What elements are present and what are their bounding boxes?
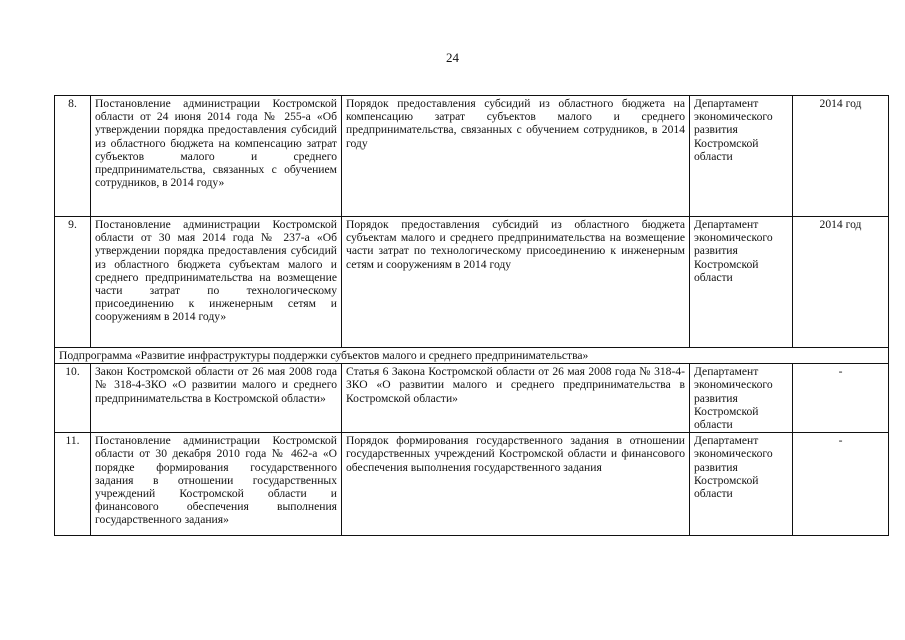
program-cell: Порядок формирования государственного задания в отношении государственных учреждений Костромской области и финансового обеспечения выполнения государственного задания [342,433,690,536]
department-cell: Департамент экономического развития Костромской области [690,96,793,217]
term-cell: 2014 год [793,217,889,348]
subprogram-row [55,348,889,364]
row-number: 10. [55,364,91,433]
row-number: 11. [55,433,91,536]
row-number: 9. [55,217,91,348]
table-row [55,96,889,217]
legal-act-cell: Постановление администрации Костромской области от 30 мая 2014 года № 237-а «Об утверждении порядка предоставления субсидий из областного бюджета субъектам малого и среднего предпринимательства на возмещение части затрат по технологическому присоединению к инженерным сетям и сооружениям в 2014 году» [91,217,342,348]
table-row [55,433,889,536]
row-number: 8. [55,96,91,217]
subprogram-title: Подпрограмма «Развитие инфраструктуры поддержки субъектов малого и среднего предпринимательства» [55,348,889,364]
table-row [55,217,889,348]
program-cell: Статья 6 Закона Костромской области от 26 мая 2008 года № 318-4-ЗКО «О развитии малого и среднего предпринимательства в Костромской области» [342,364,690,433]
legal-act-cell: Постановление администрации Костромской области от 30 декабря 2010 года № 462-а «О порядке формирования государственного задания в отношении государственных учреждений Костромской области и финансового обеспечения выполнения государственного задания» [91,433,342,536]
program-cell: Порядок предоставления субсидий из областного бюджета на компенсацию затрат субъектов малого и среднего предпринимательства, связанных с обучением сотрудников, в 2014 году [342,96,690,217]
department-cell: Департамент экономического развития Костромской области [690,433,793,536]
legal-act-cell: Закон Костромской области от 26 мая 2008 года № 318-4-ЗКО «О развитии малого и среднего предпринимательства в Костромской области» [91,364,342,433]
table-row [55,364,889,433]
department-cell: Департамент экономического развития Костромской области [690,217,793,348]
page-number: 24 [446,50,459,65]
document-table [54,95,889,536]
term-cell: - [793,433,889,536]
legal-act-cell: Постановление администрации Костромской области от 24 июня 2014 года № 255-а «Об утверждении порядка предоставления субсидий из областного бюджета на компенсацию затрат субъектов малого и среднего предпринимательства, связанных с обучением сотрудников, в 2014 году» [91,96,342,217]
term-cell: 2014 год [793,96,889,217]
program-cell: Порядок предоставления субсидий из областного бюджета субъектам малого и среднего предпринимательства на возмещение части затрат по технологическому присоединению к инженерным сетям и сооружениям в 2014 году [342,217,690,348]
term-cell: - [793,364,889,433]
department-cell: Департамент экономического развития Костромской области [690,364,793,433]
